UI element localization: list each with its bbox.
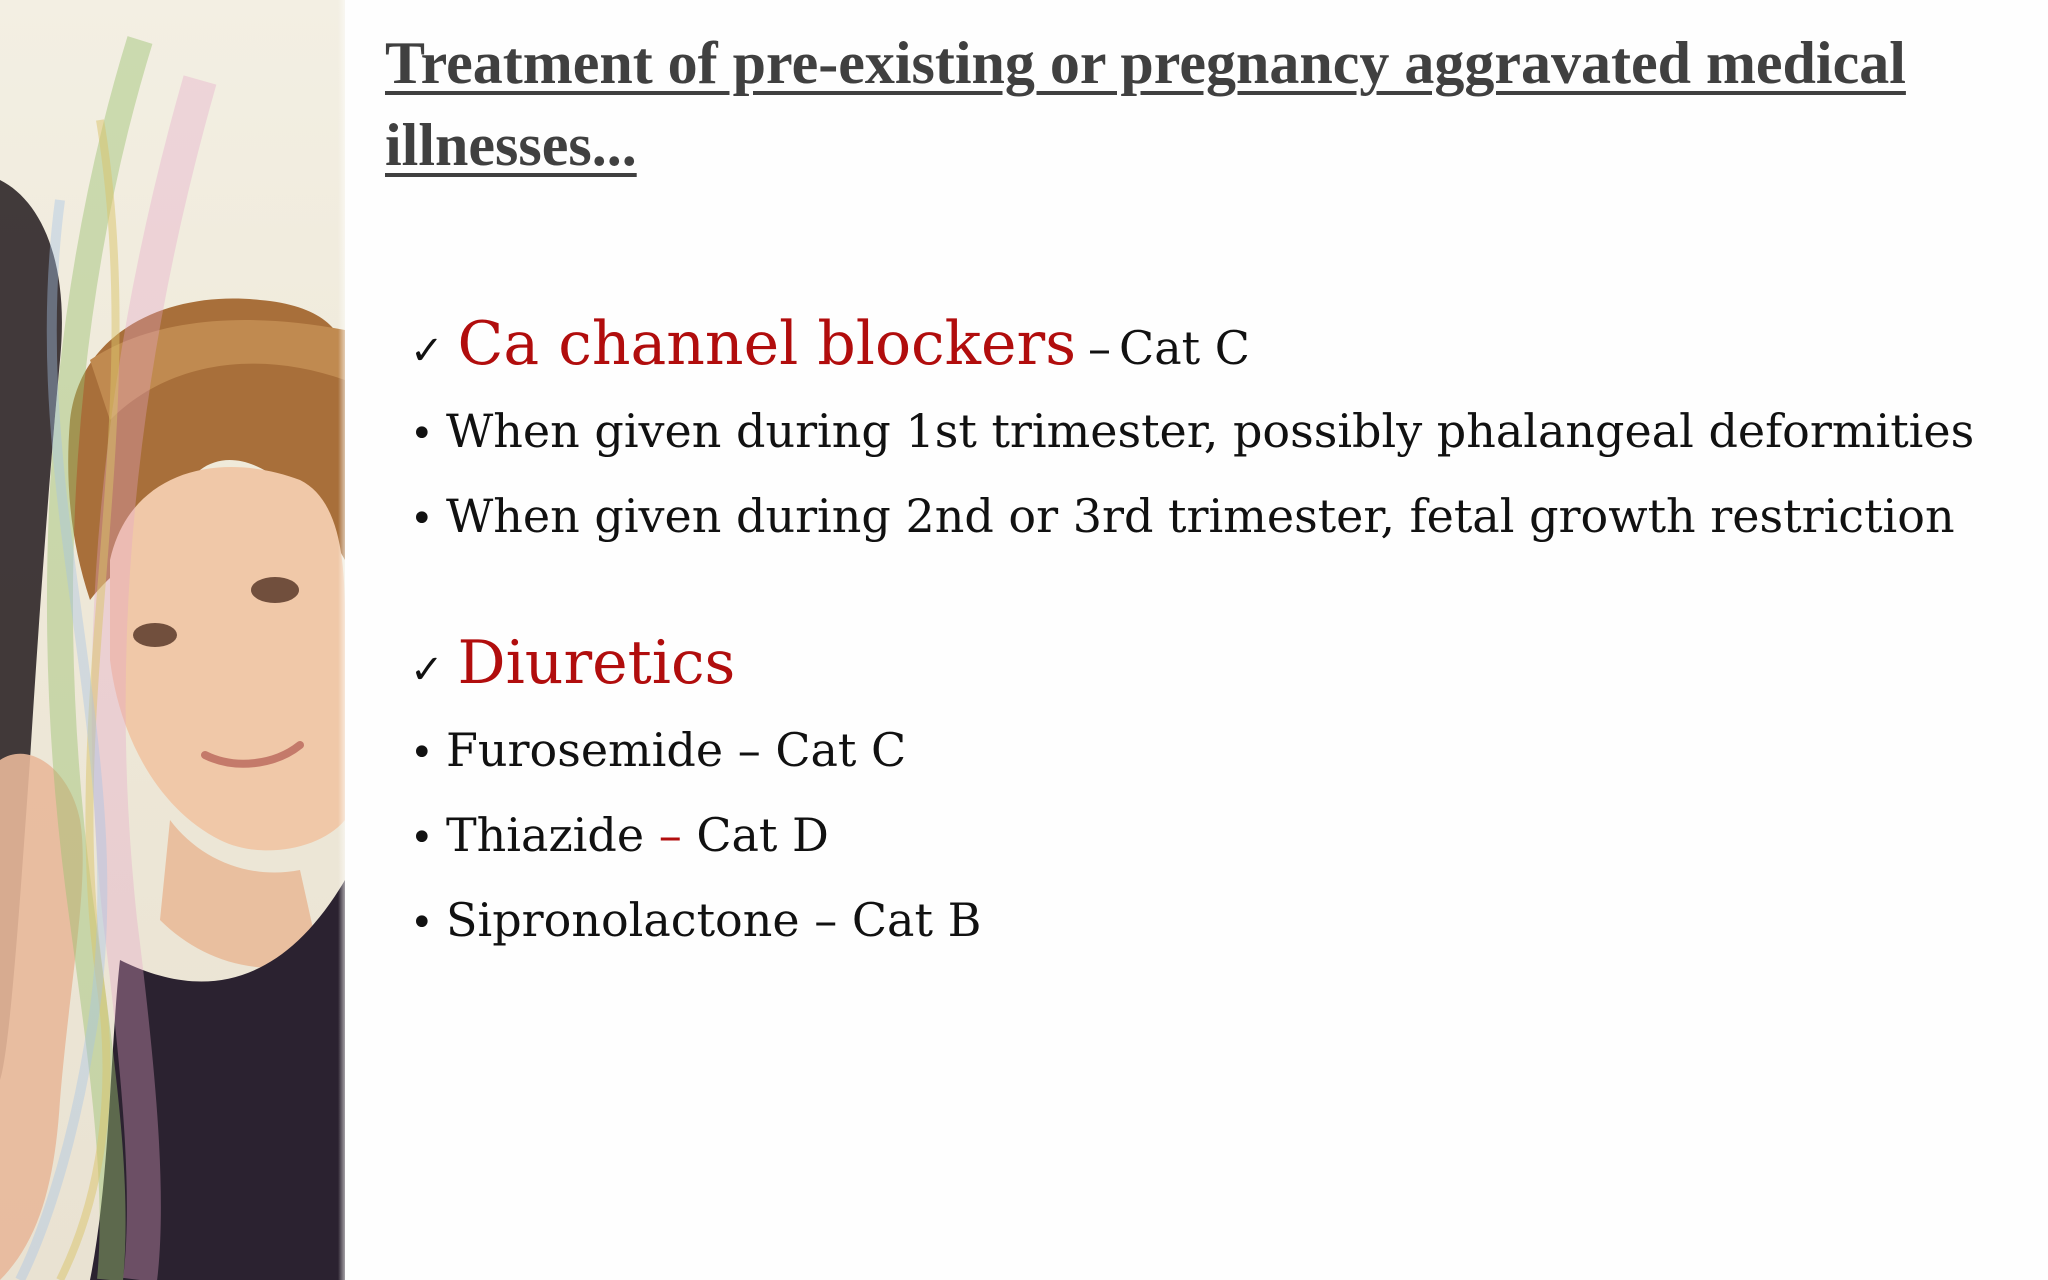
bullet-dot-icon: • (410, 815, 434, 861)
drug-name: Sipronolactone (446, 893, 800, 947)
heading-text: Ca channel blockers (457, 309, 1077, 379)
list-item (410, 390, 2010, 475)
decorative-photo-panel (0, 0, 345, 1280)
drug-name: Furosemide (446, 723, 724, 777)
heading-dash: – (1088, 321, 1112, 375)
drug-dash: – (737, 723, 761, 777)
panel-fade-edge (338, 0, 345, 1280)
drug-dash: – (658, 808, 682, 862)
list-item (410, 794, 2010, 879)
bullet-dot-icon: • (410, 900, 434, 946)
drug-name: Thiazide (446, 808, 645, 862)
drug-category: Cat D (696, 808, 829, 862)
drug-dash: – (814, 893, 838, 947)
bullet-dot-icon: • (410, 730, 434, 776)
list-item (410, 475, 2010, 560)
drug-category: Cat B (851, 893, 982, 947)
list-item (410, 879, 2010, 964)
heading-text: Diuretics (457, 628, 736, 698)
list-item-text: When given during 2nd or 3rd trimester, fetal growth restriction (446, 489, 1955, 543)
section-heading-ca-channel-blockers (410, 305, 2010, 390)
bullet-dot-icon: • (410, 411, 434, 457)
section-spacer (410, 560, 2010, 624)
bullet-dot-icon: • (410, 496, 434, 542)
check-mark-icon: ✓ (410, 328, 444, 374)
section-heading-diuretics (410, 624, 2010, 709)
list-item (410, 709, 2010, 794)
list-item-text: When given during 1st trimester, possibly phalangeal deformities (446, 404, 1975, 458)
drug-category: Cat C (775, 723, 907, 777)
slide-content (410, 305, 2010, 964)
slide-title: Treatment of pre-existing or pregnancy aggravated medical illnesses... (385, 30, 1906, 178)
check-mark-icon: ✓ (410, 647, 444, 693)
heading-category-label: Cat C (1119, 321, 1250, 375)
heading-category (1088, 309, 1250, 387)
girl-portrait-illustration (0, 0, 345, 1280)
